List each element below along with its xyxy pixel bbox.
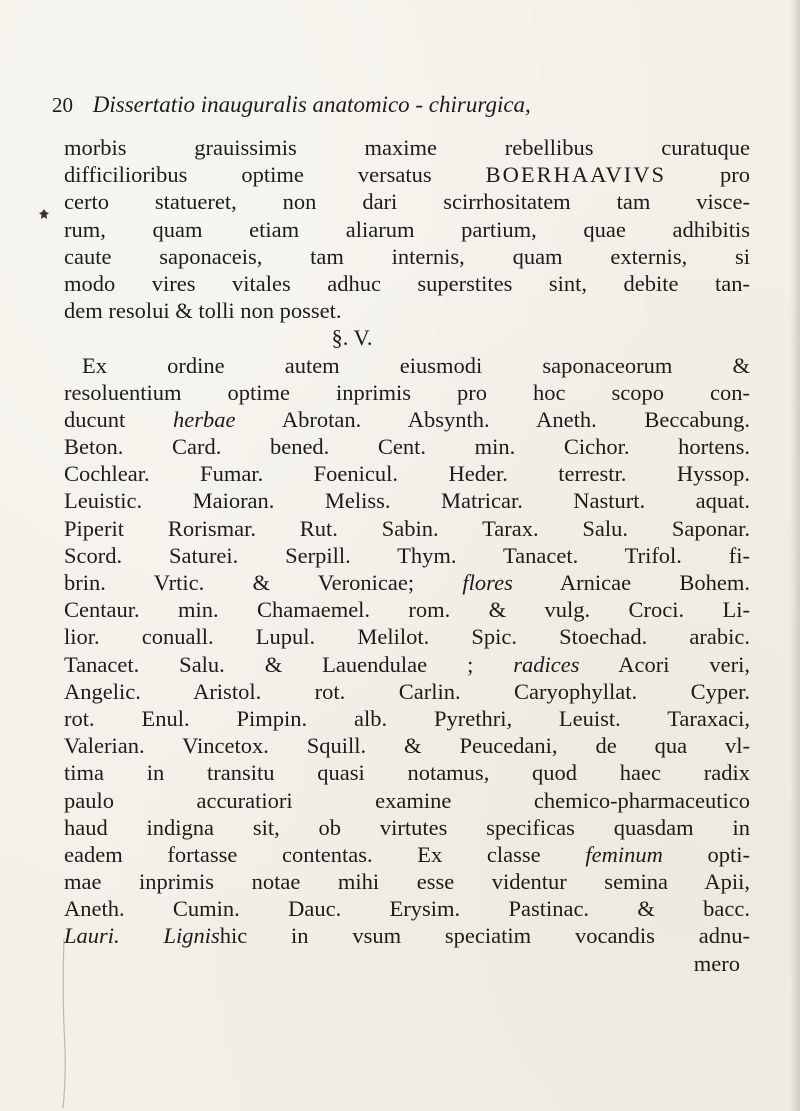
text-line: Scord. Saturei. Serpill. Thym. Tanacet. Trifol. fi- <box>64 542 750 568</box>
text-line: paulo accuratiori examine chemico-pharmaceutico <box>64 787 750 813</box>
catchword: mero <box>693 950 740 976</box>
text-line: rum, quam etiam aliarum partium, quae adhibitis <box>64 216 750 242</box>
margin-stain <box>60 938 68 1108</box>
text-line: morbis grauissimis maxime rebellibus curatuque <box>64 135 750 160</box>
category-term: flores <box>462 570 513 595</box>
text-line: Angelic. Aristol. rot. Carlin. Caryophyllat. Cyper. <box>64 678 750 704</box>
text-line: eadem fortasse contentas. Ex classe feminum opti- <box>64 841 751 867</box>
page-number: 20 <box>52 93 73 117</box>
text-line: rot. Enul. Pimpin. alb. Pyrethri, Leuist. Taraxaci, <box>64 705 750 731</box>
text-line: tima in transitu quasi notamus, quod haec radix <box>64 760 750 786</box>
text-line: Ex ordine autem eiusmodi saponaceorum & <box>82 352 750 378</box>
ink-blot-icon <box>38 208 50 220</box>
page-edge-shadow <box>790 0 800 1111</box>
category-term: radices <box>513 651 580 677</box>
text-line: Piperit Rorismar. Rut. Sabin. Tarax. Salu. Saponar. <box>64 515 750 541</box>
category-term: feminum <box>585 841 663 867</box>
text-line: certo statueret, non dari scirrhositatem tam visce- <box>64 189 750 215</box>
text-line: mae inprimis notae mihi esse videntur semina Apii, <box>64 869 750 895</box>
text-line: modo vires vitales adhuc superstites sint, debite tan- <box>64 270 750 296</box>
text-line: ducunt herbae Abrotan. Absynth. Aneth. Beccabung. <box>64 406 750 432</box>
text-line: Cochlear. Fumar. Foenicul. Heder. terrestr. Hyssop. <box>64 461 750 487</box>
text-line: Aneth. Cumin. Dauc. Erysim. Pastinac. & bacc. <box>64 896 750 922</box>
text-line: Lauri. Lignishic in vsum speciatim vocandis adnu- <box>64 923 750 949</box>
text-line: Beton. Card. bened. Cent. min. Cichor. hortens. <box>64 434 750 460</box>
text-line: dem resolui & tolli non posset. <box>64 298 342 324</box>
running-title: Dissertatio inauguralis anatomico - chirurgica, <box>92 92 531 117</box>
text-line: caute saponaceis, tam internis, quam externis, si <box>64 243 750 269</box>
text-line: lior. conuall. Lupul. Melilot. Spic. Stoechad. arabic. <box>64 624 750 650</box>
text-line: haud indigna sit, ob virtutes specificas quasdam in <box>64 814 750 840</box>
body-text <box>64 134 750 977</box>
category-term: Lauri. Lignis <box>64 923 220 949</box>
text-line: resoluentium optime inprimis pro hoc scopo con- <box>64 379 750 405</box>
text-line: Leuistic. Maioran. Meliss. Matricar. Nasturt. aquat. <box>64 488 750 514</box>
section-heading: §. V. <box>331 325 373 351</box>
text-line: Valerian. Vincetox. Squill. & Peucedani, de qua vl- <box>64 733 750 759</box>
running-header <box>52 92 752 118</box>
text-line: difficilioribus optime versatus BOERHAAVIVS pro <box>64 162 751 188</box>
author-name: BOERHAAVIVS <box>485 162 666 188</box>
text-line: Centaur. min. Chamaemel. rom. & vulg. Croci. Li- <box>64 597 750 623</box>
category-term: herbae <box>172 406 236 432</box>
text-line: Tanacet. Salu. & Lauendulae ; radices Acori veri, <box>64 651 750 677</box>
text-line: brin. Vrtic. & Veronicae; flores Arnicae Bohem. <box>64 570 750 595</box>
